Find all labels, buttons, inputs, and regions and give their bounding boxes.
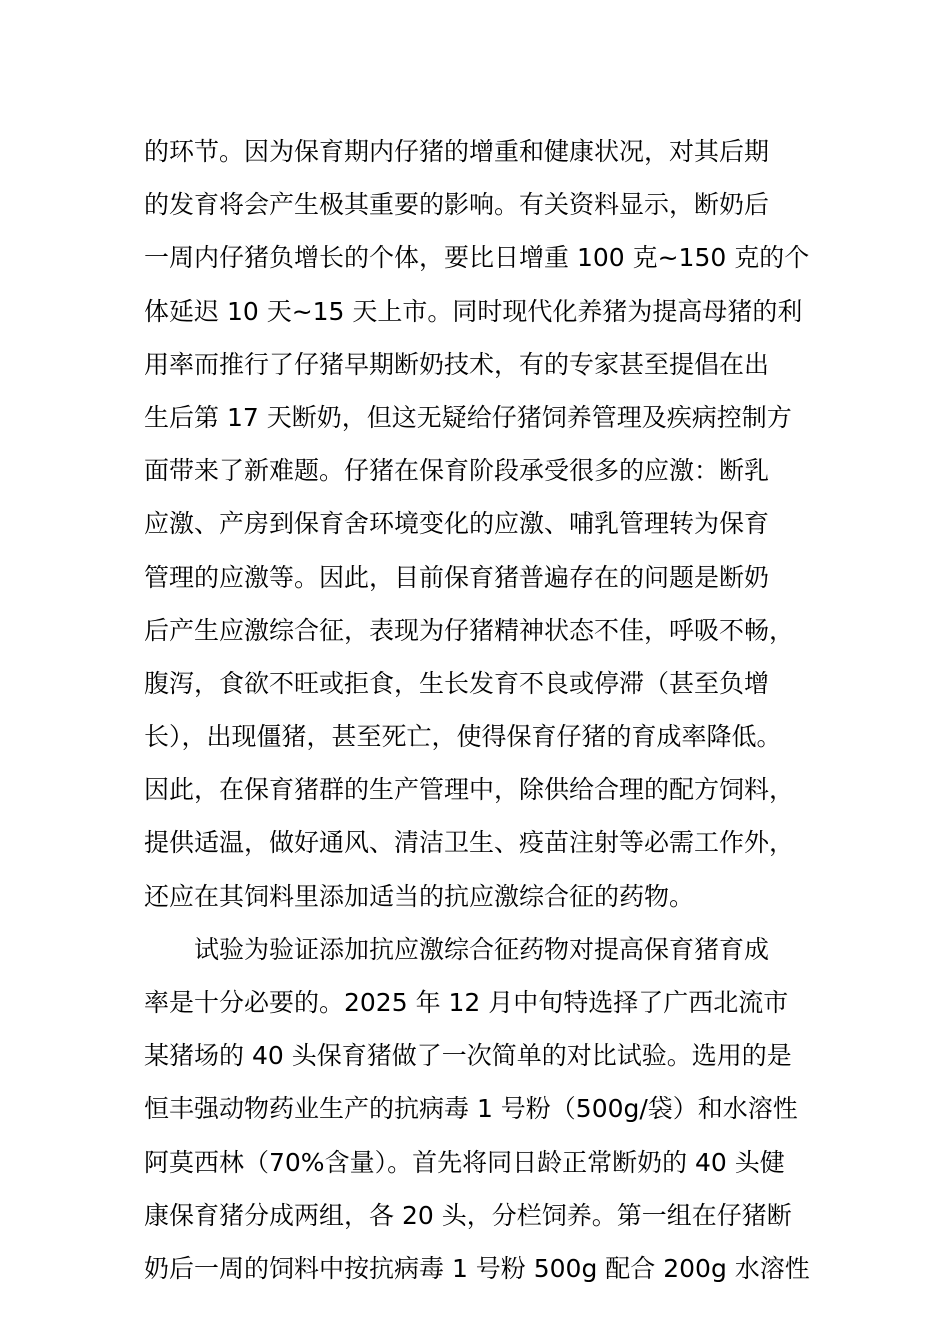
text-line: 生后第 17 天断奶，但这无疑给仔猪饲养管理及疾病控制方	[144, 402, 792, 432]
text-line: 某猪场的 40 头保育猪做了一次简单的对比试验。选用的是	[144, 1041, 792, 1071]
text-line: 还应在其饲料里添加适当的抗应激综合征的药物。	[144, 881, 695, 911]
text-line: 用率而推行了仔猪早期断奶技术，有的专家甚至提倡在出	[144, 349, 770, 379]
text-line: 奶后一周的饲料中按抗病毒 1 号粉 500g 配合 200g 水溶性	[144, 1253, 810, 1283]
text-line: 的环节。因为保育期内仔猪的增重和健康状况，对其后期	[144, 137, 770, 166]
text-line: 长），出现僵猪，甚至死亡，使得保育仔猪的育成率降低。	[144, 722, 782, 752]
text-line: 一周内仔猪负增长的个体，要比日增重 100 克~150 克的个	[144, 243, 810, 273]
text-line: 面带来了新难题。仔猪在保育阶段承受很多的应激：断乳	[144, 456, 770, 486]
text-line: 腹泻，食欲不旺或拒食，生长发育不良或停滞（甚至负增	[144, 668, 770, 698]
text-line: 管理的应激等。因此，目前保育猪普遍存在的问题是断奶	[144, 562, 770, 592]
text-line: 体延迟 10 天~15 天上市。同时现代化养猪为提高母猪的利	[144, 296, 803, 326]
text-line: 率是十分必要的。2025 年 12 月中旬特选择了广西北流市	[144, 988, 789, 1017]
text-line: 提供适温，做好通风、清洁卫生、疫苗注射等必需工作外，	[144, 828, 795, 858]
text-line: 因此，在保育猪群的生产管理中，除供给合理的配方饲料，	[144, 775, 795, 805]
body-text	[144, 125, 824, 1295]
text-line: 应激、产房到保育舍环境变化的应激、哺乳管理转为保育	[144, 509, 770, 539]
text-line: 后产生应激综合征，表现为仔猪精神状态不佳，呼吸不畅，	[144, 615, 795, 645]
text-line: 的发育将会产生极其重要的影响。有关资料显示，断奶后	[144, 190, 770, 220]
paragraph-first-line: 试验为验证添加抗应激综合征药物对提高保育猪育成	[194, 934, 770, 964]
text-line: 恒丰强动物药业生产的抗病毒 1 号粉（500g/袋）和水溶性	[144, 1094, 798, 1124]
text-line: 康保育猪分成两组，各 20 头，分栏饲养。第一组在仔猪断	[144, 1200, 792, 1230]
text-line: 阿莫西林（70%含量）。首先将同日龄正常断奶的 40 头健	[144, 1147, 785, 1177]
